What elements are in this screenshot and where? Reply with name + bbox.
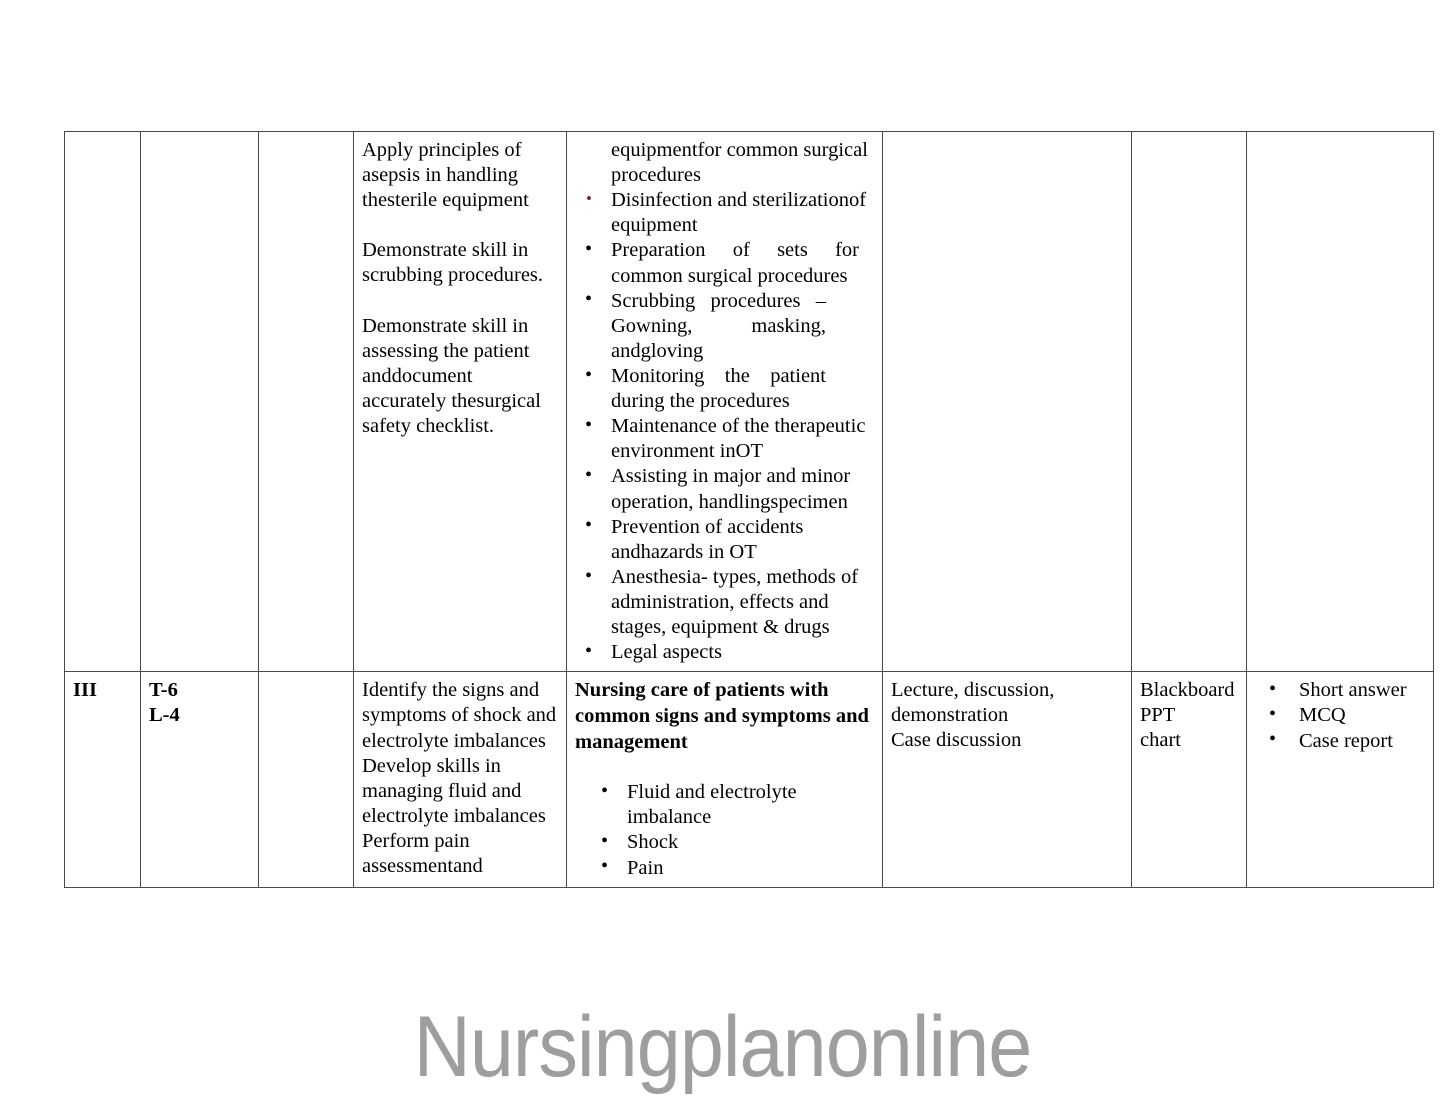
list-item-label: Case report: [1299, 729, 1393, 752]
list-item-label: • Monitoring the patient during the procedures: [611, 364, 826, 413]
list-item-label: Assisting in major and minor operation, handlingspecimen: [611, 465, 851, 513]
watermark-text: Nursingplanonline: [413, 999, 1032, 1095]
list-item: [575, 515, 875, 565]
cell-blank: [259, 672, 354, 887]
list-item: [1255, 729, 1426, 754]
hours-lab: L-4: [149, 704, 180, 727]
list-item: [575, 780, 875, 830]
list-item-label: Anesthesia- types, methods of administration, effects and stages, equipment & drugs: [611, 565, 859, 639]
list-item-label: Pain: [627, 856, 664, 879]
assessment-bullet-list: [1255, 678, 1426, 753]
hours-theory: T-6: [149, 679, 178, 702]
curriculum-plan-table: [64, 131, 1434, 888]
content-run-on-text: [575, 238, 875, 288]
list-item-label: Disinfection and sterilizationof equipment: [611, 189, 867, 237]
list-item-label: MCQ: [1299, 704, 1346, 727]
teaching-aid-item: chart: [1140, 729, 1181, 752]
list-item: [575, 289, 875, 364]
list-item-label: Fluid and electrolyte imbalance: [627, 781, 797, 829]
list-item: [575, 830, 875, 855]
cell-unit: [65, 672, 141, 887]
cell-content: [567, 672, 883, 887]
list-item: [575, 364, 875, 414]
list-item: [575, 414, 875, 464]
objectives-list: [362, 138, 559, 439]
content-run-on-label: • Preparation of sets for common surgical procedures: [611, 239, 859, 287]
content-heading: Nursing care of patients with common signs and symptoms and management: [575, 679, 869, 753]
content-continuation-text: equipmentfor common surgical procedures: [611, 139, 868, 187]
content-bullet-list: [575, 780, 875, 880]
cell-assessment: [1247, 132, 1434, 672]
list-item-label: Legal aspects: [611, 641, 722, 664]
cell-assessment: [1247, 672, 1434, 887]
cell-objectives: [354, 132, 567, 672]
cell-content: [567, 132, 883, 672]
unit-value: III: [73, 679, 97, 702]
table-row: [65, 132, 1434, 672]
list-item: [1255, 703, 1426, 728]
teaching-aid-item: PPT: [1140, 704, 1176, 727]
table-row: [65, 672, 1434, 887]
cell-teaching-aids: [1132, 132, 1247, 672]
objective-item: Demonstrate skill in scrubbing procedures.: [362, 239, 544, 287]
cell-teaching-aids: [1132, 672, 1247, 887]
cell-teaching-methods: [883, 132, 1132, 672]
list-item-label: Maintenance of the therapeutic environment inOT: [611, 415, 866, 463]
objective-item: Identify the signs and symptoms of shock and electrolyte imbalances Develop skills in managing fluid and electrolyte imbalances Perform pain assessmentand: [362, 679, 557, 878]
list-item: [575, 464, 875, 514]
content-bullet-list: [575, 188, 875, 665]
cell-unit: [65, 132, 141, 672]
objectives-list: [362, 678, 559, 879]
content-spacer: [575, 755, 875, 780]
objective-item: Apply principles of asepsis in handling thesterile equipment: [362, 139, 529, 212]
list-item-label: • Scrubbing procedures – Gowning, masking, andgloving: [611, 289, 826, 362]
objective-item: Demonstrate skill in assessing the patient anddocument accurately thesurgical safety checklist.: [362, 314, 541, 437]
list-item: [575, 640, 875, 665]
teaching-method-item: demonstration: [891, 704, 1009, 727]
list-item-label: Prevention of accidents andhazards in OT: [611, 515, 804, 563]
cell-objectives: [354, 672, 567, 887]
cell-hours: [141, 672, 259, 887]
list-item: [1255, 678, 1426, 703]
cell-blank: [259, 132, 354, 672]
list-item: [575, 188, 875, 238]
cell-hours: [141, 132, 259, 672]
teaching-methods-list: [891, 678, 1124, 753]
teaching-aid-item: Blackboard: [1140, 679, 1235, 702]
list-item-label: Short answer: [1299, 679, 1407, 702]
cell-teaching-methods: [883, 672, 1132, 887]
teaching-aids-list: [1140, 678, 1239, 753]
teaching-method-item: Lecture, discussion,: [891, 679, 1055, 702]
list-item: [575, 565, 875, 640]
list-item-label: Shock: [627, 831, 679, 854]
list-item: [575, 856, 875, 881]
teaching-method-item: Case discussion: [891, 729, 1022, 752]
